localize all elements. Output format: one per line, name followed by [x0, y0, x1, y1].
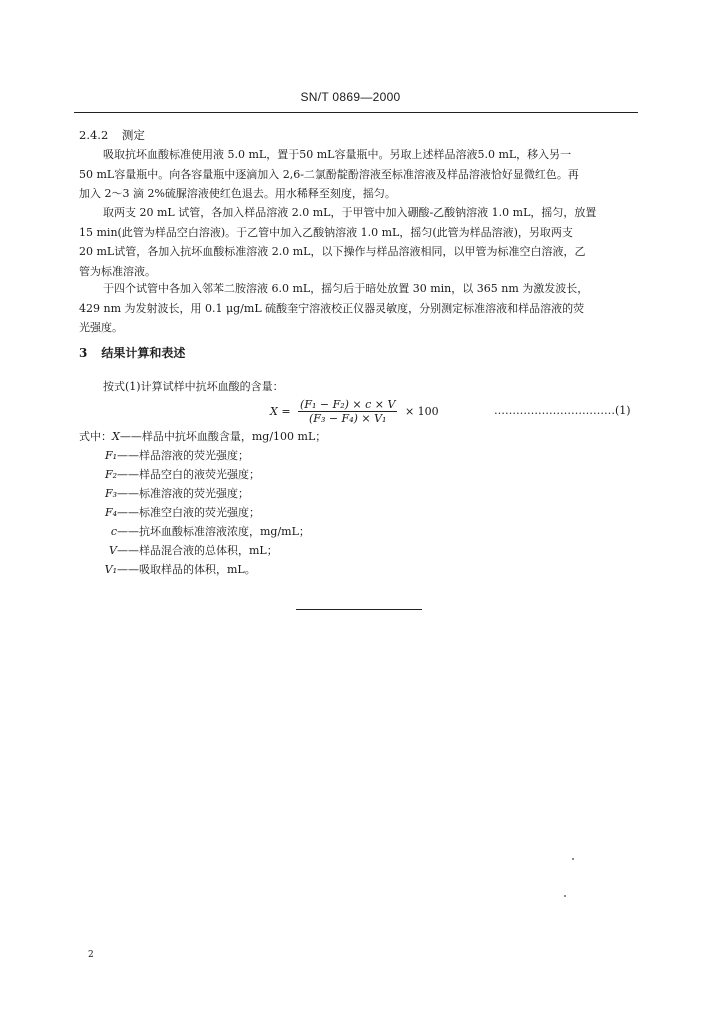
- definition-v: [79, 542, 278, 558]
- standard-header: SN/T 0869—2000: [300, 90, 401, 104]
- definition-text: ——吸取样品的体积，mL。: [117, 563, 256, 576]
- text-line: 加入 2～3 滴 2%硫脲溶液使红色退去。用水稀释至刻度，摇匀。: [79, 187, 396, 200]
- where-label: 式中：: [79, 430, 112, 443]
- formula-multiplier: × 100: [404, 405, 439, 418]
- header-rule: [74, 112, 638, 113]
- formula-numerator: (F₁ − F₂) × c × V: [300, 398, 396, 411]
- equation-number: ……………………………(1): [494, 404, 631, 417]
- paragraph-1: [79, 145, 639, 204]
- text-line: 管为标准溶液。: [79, 264, 156, 278]
- definition-symbol: X: [112, 430, 120, 443]
- formula-intro: 按式(1)计算试样中抗坏血酸的含量：: [103, 380, 284, 393]
- paragraph-3: [79, 279, 639, 338]
- definition-f4: [79, 504, 260, 520]
- definition-symbol: F₄: [104, 506, 117, 519]
- formula-fraction: [298, 398, 397, 425]
- definition-symbol: V: [109, 544, 117, 557]
- section-2-4-2-heading: [79, 127, 145, 143]
- definition-f2: [79, 466, 260, 482]
- definition-text: ——样品混合液的总体积，mL；: [117, 544, 278, 557]
- text-line: 于四个试管中各加入邻苯二胺溶液 6.0 mL，摇匀后于暗处放置 30 min，以 365 nm 为激发波长，: [103, 282, 589, 295]
- formula-1: [270, 398, 439, 425]
- definition-symbol: V₁: [104, 563, 117, 576]
- section-3-heading: [79, 344, 199, 361]
- text-line: 取两支 20 mL 试管，各加入样品溶液 2.0 mL，于甲管中加入硼酸-乙酸钠溶液 1.0 mL，摇匀，放置: [103, 206, 597, 219]
- definition-x: [79, 428, 326, 444]
- definition-symbol: F₂: [104, 468, 117, 481]
- text-line: 50 mL容量瓶中。向各容量瓶中逐滴加入 2,6-二氯酚靛酚溶液至标准溶液及样品溶液恰好显微红色。再: [79, 167, 579, 181]
- section-number: 2.4.2: [79, 128, 109, 142]
- formula-lhs: X =: [270, 405, 291, 418]
- end-rule: [296, 609, 422, 610]
- definition-c: [79, 523, 310, 539]
- definition-v1: [79, 561, 256, 577]
- text-line: 光强度。: [79, 321, 123, 334]
- scan-speck: [572, 858, 574, 860]
- definition-f1: [79, 447, 249, 463]
- definition-f3: [79, 485, 249, 501]
- paragraph-2: [79, 203, 639, 281]
- formula-denominator: (F₃ − F₄) × V₁: [309, 412, 387, 425]
- text-line: 15 min(此管为样品空白溶液)。于乙管中加入乙酸钠溶液 1.0 mL，摇匀(此管为样品溶液)，另取两支: [79, 225, 573, 239]
- definition-text: ——标准溶液的荧光强度；: [117, 487, 249, 500]
- section-title: 测定: [121, 128, 145, 142]
- definition-text: ——样品中抗坏血酸含量，mg/100 mL；: [119, 430, 327, 443]
- definition-text: ——标准空白液的荧光强度；: [117, 506, 260, 519]
- definition-symbol: F₁: [104, 449, 117, 462]
- scan-speck: [564, 895, 566, 897]
- definition-symbol: F₃: [104, 487, 117, 500]
- definition-symbol: c: [110, 525, 117, 538]
- text-line: 吸取抗坏血酸标准使用液 5.0 mL，置于50 mL容量瓶中。另取上述样品溶液5.0 mL，移入另一: [103, 148, 572, 161]
- definition-text: ——样品溶液的荧光强度；: [117, 449, 249, 462]
- definition-text: ——样品空白的液荧光强度；: [117, 468, 260, 481]
- page-number: 2: [88, 950, 94, 960]
- text-line: 20 mL试管，各加入抗坏血酸标准溶液 2.0 mL，以下操作与样品溶液相同，以甲管为标准空白溶液，乙: [79, 245, 586, 258]
- definition-text: ——抗坏血酸标准溶液浓度，mg/mL；: [117, 525, 310, 538]
- section-number: 3: [79, 346, 88, 360]
- text-line: 429 nm 为发射波长，用 0.1 μg/mL 硫酸奎宁溶液校正仪器灵敏度，分别测定标准溶液和样品溶液的荧: [79, 301, 585, 315]
- section-title: 结果计算和表述: [101, 346, 186, 360]
